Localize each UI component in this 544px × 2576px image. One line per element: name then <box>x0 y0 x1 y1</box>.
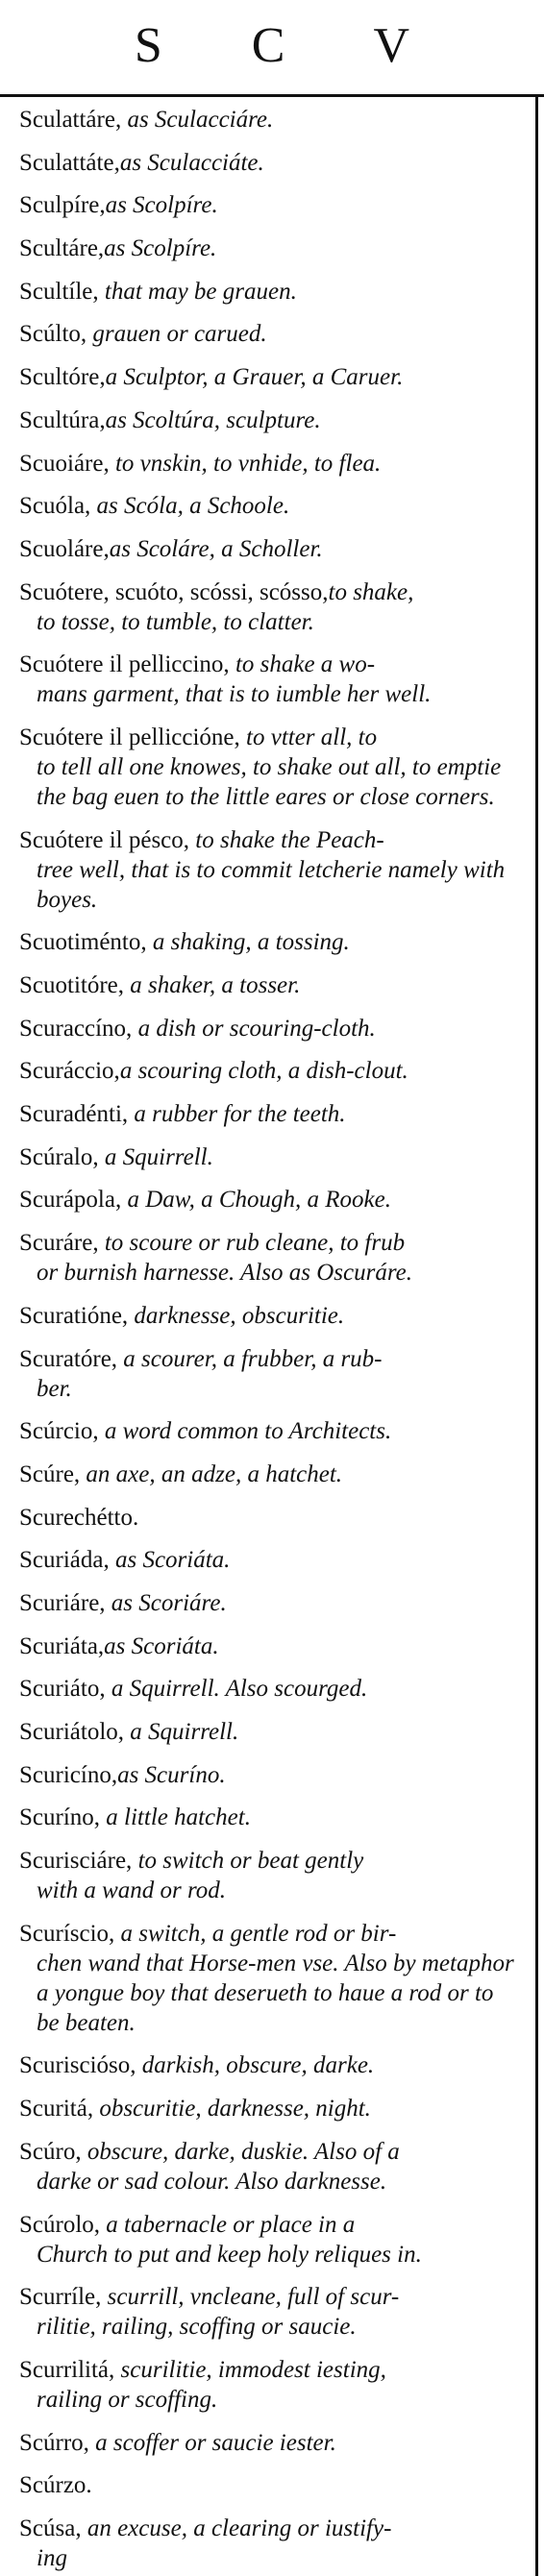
dictionary-entry <box>19 1184 519 1214</box>
dictionary-entry <box>19 2427 519 2458</box>
dictionary-entry <box>19 405 519 435</box>
entry-headword: Scurápola, <box>19 1187 122 1214</box>
dictionary-entry <box>19 147 519 178</box>
entry-headword: Scúrro, <box>19 2429 89 2456</box>
dictionary-entry <box>19 2209 519 2269</box>
entry-definition: a Squirrell. Also scourged. <box>105 1676 368 1703</box>
entry-headword: Scuraccíno, <box>19 1015 133 1042</box>
entry-headword: Scurisciáre, <box>19 1848 133 1875</box>
entry-definition: scurrill, vncleane, full of scur- <box>101 2284 400 2311</box>
entry-definition: a little hatchet. <box>100 1804 251 1831</box>
dictionary-entry <box>19 1716 519 1747</box>
entry-definition: as Scoriáta. <box>104 1632 219 1659</box>
entry-headword: Scuriátolo, <box>19 1719 125 1745</box>
dictionary-entry <box>19 490 519 521</box>
entry-definition-continued: Church to put and keep holy reliques in. <box>37 2241 422 2268</box>
entry-headword: Scúlto, <box>19 321 87 348</box>
entry-headword: Scúrzo. <box>19 2472 92 2499</box>
dictionary-entry <box>19 1631 519 1661</box>
entry-definition: a word common to Architects. <box>98 1418 392 1445</box>
entry-headword: Scultúra, <box>19 406 106 433</box>
entry-definition: as Scuríno. <box>117 1761 226 1788</box>
dictionary-entry <box>19 722 519 812</box>
entry-definition: to scoure or rub cleane, to frub <box>98 1230 406 1257</box>
entry-definition: a dish or scouring-cloth. <box>132 1015 376 1042</box>
entry-headword: Scuricíno, <box>19 1761 118 1788</box>
entry-headword: Scuótere il pelliccino, <box>19 651 230 678</box>
column-rule <box>535 94 538 2576</box>
entry-headword: Scuriáre, <box>19 1589 106 1616</box>
entry-definition: a tabernacle or place in a <box>100 2211 356 2238</box>
entry-definition: as Scoriáre. <box>105 1589 227 1616</box>
header-rule <box>0 94 544 97</box>
entry-definition: an axe, an adze, a hatchet. <box>80 1460 343 1487</box>
entry-definition-continued: ber. <box>37 1375 72 1402</box>
entry-definition-continued: to tosse, to tumble, to clatter. <box>37 608 314 635</box>
entry-headword: Scuótere il pésco, <box>19 826 190 853</box>
entry-headword: Sculpíre, <box>19 192 106 219</box>
entry-definition: a scouring cloth, a dish-clout. <box>119 1058 408 1085</box>
entry-definition: a scoffer or saucie iester. <box>88 2429 336 2456</box>
dictionary-entry <box>19 1141 519 1172</box>
dictionary-entry <box>19 1802 519 1832</box>
entry-definition-continued: chen wand that Horse-men vse. Also by metaphor a yongue boy that deserueth to haue a rod or to be beaten. <box>37 1950 514 2036</box>
entry-definition: obscuritie, darknesse, night. <box>93 2096 371 2122</box>
entry-headword: Scúrolo, <box>19 2211 101 2238</box>
entry-headword: Scultóre, <box>19 364 106 391</box>
entry-definition: as Scolpíre. <box>104 235 217 262</box>
dictionary-entry <box>19 1013 519 1043</box>
dictionary-entry <box>19 1098 519 1129</box>
entry-headword: Scuradénti, <box>19 1101 129 1128</box>
entry-definition: a switch, a gentle rod or bir- <box>114 1920 397 1947</box>
dictionary-entry <box>19 649 519 709</box>
entry-definition: a Squirrell. <box>98 1143 213 1170</box>
page-header: S C V <box>134 18 449 73</box>
entry-headword: Scuoiáre, <box>19 450 110 477</box>
entry-definition: an excuse, a clearing or iustify- <box>81 2515 392 2541</box>
dictionary-entry <box>19 533 519 564</box>
entry-definition: a shaking, a tossing. <box>146 929 350 956</box>
entry-definition-continued: mans garment, that is to iumble her well. <box>37 681 432 708</box>
entry-headword: Scuótere il pelliccióne, <box>19 724 240 750</box>
dictionary-entry <box>19 1459 519 1489</box>
entry-headword: Scuratióne, <box>19 1302 129 1329</box>
entry-definition: a scourer, a frubber, a rub- <box>117 1345 383 1372</box>
dictionary-entry <box>19 1587 519 1618</box>
entry-list <box>19 104 519 2573</box>
entry-definition: a Squirrell. <box>124 1719 239 1745</box>
entry-definition: obscure, darke, duskie. Also of a <box>81 2138 400 2165</box>
entry-headword: Scuríno, <box>19 1804 101 1831</box>
entry-definition-continued: ing <box>37 2544 67 2571</box>
dictionary-entry <box>19 189 519 220</box>
entry-definition: darkish, obscure, darke. <box>136 2052 375 2079</box>
dictionary-entry <box>19 2136 519 2196</box>
entry-headword: Sculattáre, <box>19 107 122 133</box>
dictionary-entry <box>19 2469 519 2500</box>
entry-headword: Scuráccio, <box>19 1058 120 1085</box>
entry-definition-continued: tree well, that is to commit letcherie namely with boyes. <box>37 856 506 913</box>
entry-definition: as Scoláre, a Scholler. <box>109 535 323 562</box>
entry-headword: Scúre, <box>19 1460 81 1487</box>
entry-definition-continued: rilitie, railing, scoffing or saucie. <box>37 2314 357 2341</box>
entry-definition: darknesse, obscuritie. <box>128 1302 345 1329</box>
entry-headword: Scuriáda, <box>19 1547 110 1574</box>
dictionary-entry <box>19 1673 519 1704</box>
dictionary-entry <box>19 1343 519 1404</box>
entry-definition: a Daw, a Chough, a Rooke. <box>121 1187 391 1214</box>
dictionary-entry <box>19 276 519 307</box>
dictionary-entry <box>19 448 519 478</box>
entry-headword: Scuratóre, <box>19 1345 118 1372</box>
dictionary-entry <box>19 577 519 637</box>
entry-definition: as Sculacciáre. <box>121 107 274 133</box>
entry-definition: as Sculacciáte. <box>119 149 264 176</box>
entry-definition: to shake a wo- <box>229 651 376 678</box>
dictionary-entry <box>19 824 519 915</box>
entry-definition-continued: to tell all one knowes, to shake out all, to emptie the bag euen to the little eares or close corners. <box>37 753 502 810</box>
entry-definition: a Sculptor, a Grauer, a Caruer. <box>105 364 404 391</box>
entry-definition: as Scóla, a Schoole. <box>90 493 290 520</box>
dictionary-entry <box>19 361 519 392</box>
entry-definition: scurilitie, immodest iesting, <box>114 2356 386 2383</box>
entry-headword: Scurríle, <box>19 2284 102 2311</box>
dictionary-entry <box>19 2513 519 2573</box>
entry-definition: to shake the Peach- <box>189 826 384 853</box>
entry-definition-continued: railing or scoffing. <box>37 2386 218 2413</box>
entry-headword: Scultáre, <box>19 235 105 262</box>
entry-definition-continued: darke or sad colour. Also darknesse. <box>37 2168 387 2195</box>
entry-headword: Scurisciósο, <box>19 2052 136 2079</box>
entry-definition: to switch or beat gently <box>132 1848 364 1875</box>
entry-headword: Scurechétto. <box>19 1504 139 1531</box>
dictionary-entry <box>19 969 519 1000</box>
entry-headword: Scuriáto, <box>19 1676 106 1703</box>
dictionary-entry <box>19 1918 519 2038</box>
entry-headword: Scúro, <box>19 2138 82 2165</box>
entry-headword: Scuóla, <box>19 493 91 520</box>
entry-headword: Scuritá, <box>19 2096 94 2122</box>
entry-definition: grauen or carued. <box>87 321 267 348</box>
entry-headword: Scúrcio, <box>19 1418 99 1445</box>
entry-definition: to shake, <box>328 578 414 605</box>
entry-headword: Scuotiménto, <box>19 929 147 956</box>
dictionary-entry <box>19 1502 519 1533</box>
entry-headword: Scurrilitá, <box>19 2356 115 2383</box>
dictionary-entry <box>19 1845 519 1905</box>
entry-definition: as Scoriáta. <box>109 1547 231 1574</box>
dictionary-entry <box>19 318 519 349</box>
dictionary-entry <box>19 1544 519 1575</box>
entry-definition: to vtter all, to <box>239 724 378 750</box>
entry-headword: Scuráre, <box>19 1230 99 1257</box>
entry-headword: Scúralo, <box>19 1143 99 1170</box>
entry-definition-continued: with a wand or rod. <box>37 1877 227 1904</box>
dictionary-entry <box>19 2281 519 2342</box>
entry-definition: a shaker, a tosser. <box>124 972 301 998</box>
dictionary-entry <box>19 233 519 263</box>
entry-headword: Scuríscio, <box>19 1920 115 1947</box>
dictionary-entry <box>19 1300 519 1331</box>
entry-definition: that may be grauen. <box>98 278 297 305</box>
dictionary-entry <box>19 2354 519 2415</box>
dictionary-entry <box>19 926 519 957</box>
dictionary-entry <box>19 1759 519 1790</box>
entry-headword: Scultíle, <box>19 278 99 305</box>
entry-definition: as Scoltúra, sculpture. <box>105 406 321 433</box>
entry-headword: Sculattáte, <box>19 149 120 176</box>
entry-headword: Scuotitóre, <box>19 972 125 998</box>
entry-definition: a rubber for the teeth. <box>128 1101 346 1128</box>
entry-headword: Scúsa, <box>19 2515 82 2541</box>
entry-definition: as Scolpíre. <box>105 192 218 219</box>
entry-definition: to vnskin, to vnhide, to flea. <box>109 450 382 477</box>
entry-headword: Scuoláre, <box>19 535 110 562</box>
entry-headword: Scuótere, scuóto, scóssi, scósso, <box>19 578 329 605</box>
dictionary-entry <box>19 1227 519 1288</box>
dictionary-entry <box>19 104 519 135</box>
dictionary-entry <box>19 1055 519 1086</box>
entry-headword: Scuriáta, <box>19 1632 105 1659</box>
dictionary-entry <box>19 2093 519 2123</box>
dictionary-entry <box>19 1415 519 1446</box>
dictionary-entry <box>19 2049 519 2080</box>
entry-definition-continued: or burnish harnesse. Also as Oscuráre. <box>37 1260 412 1287</box>
